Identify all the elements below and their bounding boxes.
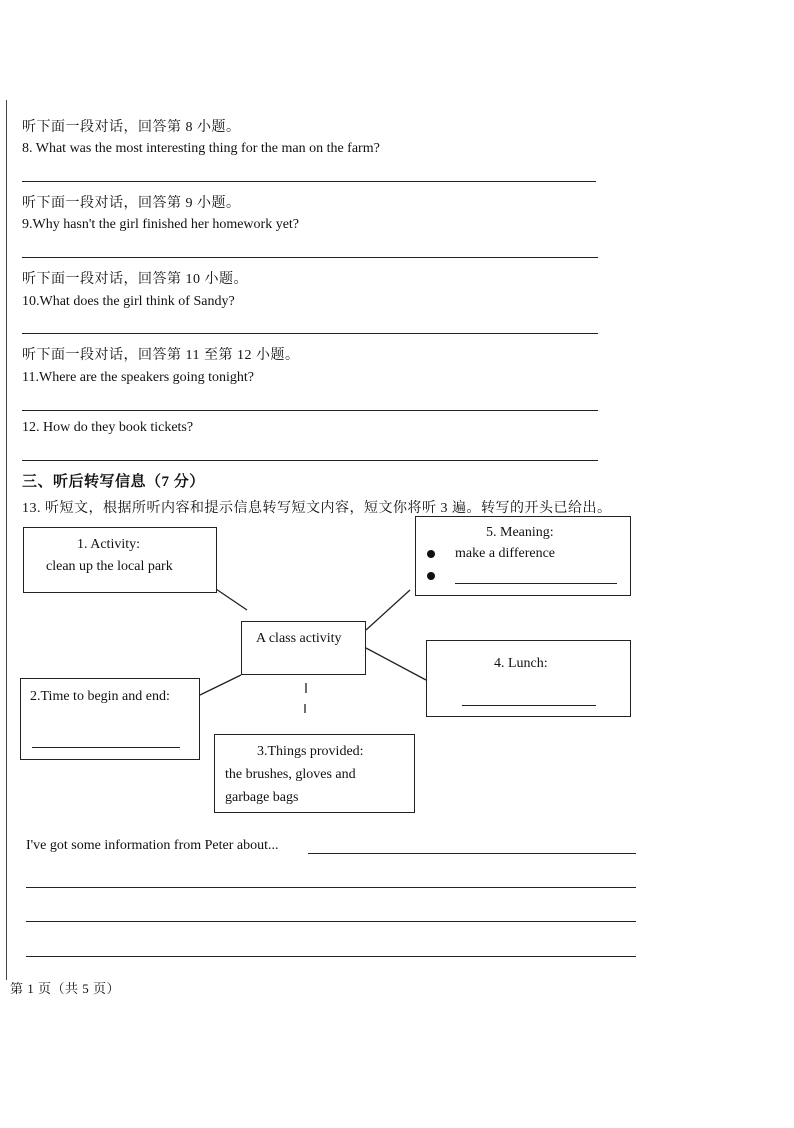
box-meaning-blank-line[interactable]: [455, 583, 617, 584]
q10-instruction: 听下面一段对话，回答第 10 小题。: [22, 272, 248, 287]
box-things: [214, 734, 415, 813]
writing-line-2[interactable]: [26, 887, 636, 888]
bullet-icon: [427, 572, 435, 580]
box-activity-title: 1. Activity:: [77, 537, 140, 552]
box-time-blank-line[interactable]: [32, 747, 180, 748]
connector-meaning: [366, 590, 410, 630]
q9-instruction: 听下面一段对话，回答第 9 小题。: [22, 196, 241, 211]
section3-task: 13. 听短文，根据所听内容和提示信息转写短文内容，短文你将听 3 遍。转写的开头已给出。: [22, 501, 612, 516]
box-activity: [23, 527, 217, 593]
q8-instruction: 听下面一段对话，回答第 8 小题。: [22, 120, 241, 135]
box-time-title: 2.Time to begin and end:: [30, 689, 170, 704]
connector-time: [200, 675, 241, 695]
writing-line-4[interactable]: [26, 956, 636, 957]
page-footer: 第 1 页（共 5 页）: [10, 981, 121, 996]
box-center: [241, 621, 366, 675]
bullet-icon: [427, 550, 435, 558]
connector-activity: [216, 589, 247, 610]
box-lunch-title: 4. Lunch:: [494, 656, 548, 671]
box-meaning-bullet1: make a difference: [455, 546, 556, 561]
box-lunch: [426, 640, 631, 717]
box-center-title: A class activity: [256, 631, 342, 646]
q8-question: 8. What was the most interesting thing for the man on the farm?: [22, 141, 380, 156]
box-meaning-title: 5. Meaning:: [486, 525, 554, 540]
box-time: [20, 678, 200, 760]
box-things-line1: the brushes, gloves and: [225, 767, 356, 782]
box-activity-text: clean up the local park: [46, 559, 173, 574]
q9-question: 9.Why hasn't the girl finished her homework yet?: [22, 217, 300, 232]
q11-question: 11.Where are the speakers going tonight?: [22, 370, 254, 385]
box-things-line2: garbage bags: [225, 790, 299, 805]
q10-question: 10.What does the girl think of Sandy?: [22, 294, 235, 309]
section3-heading: 三、听后转写信息（7 分）: [22, 474, 205, 490]
box-meaning: [415, 516, 631, 596]
writing-line-1[interactable]: [308, 853, 636, 854]
writing-line-3[interactable]: [26, 921, 636, 922]
box-things-title: 3.Things provided:: [257, 744, 364, 759]
q11-12-instruction: 听下面一段对话，回答第 11 至第 12 小题。: [22, 348, 300, 363]
q12-question: 12. How do they book tickets?: [22, 420, 194, 435]
connector-lunch: [366, 648, 426, 680]
box-lunch-blank-line[interactable]: [462, 705, 596, 706]
writing-starter: I've got some information from Peter about...: [26, 838, 279, 853]
